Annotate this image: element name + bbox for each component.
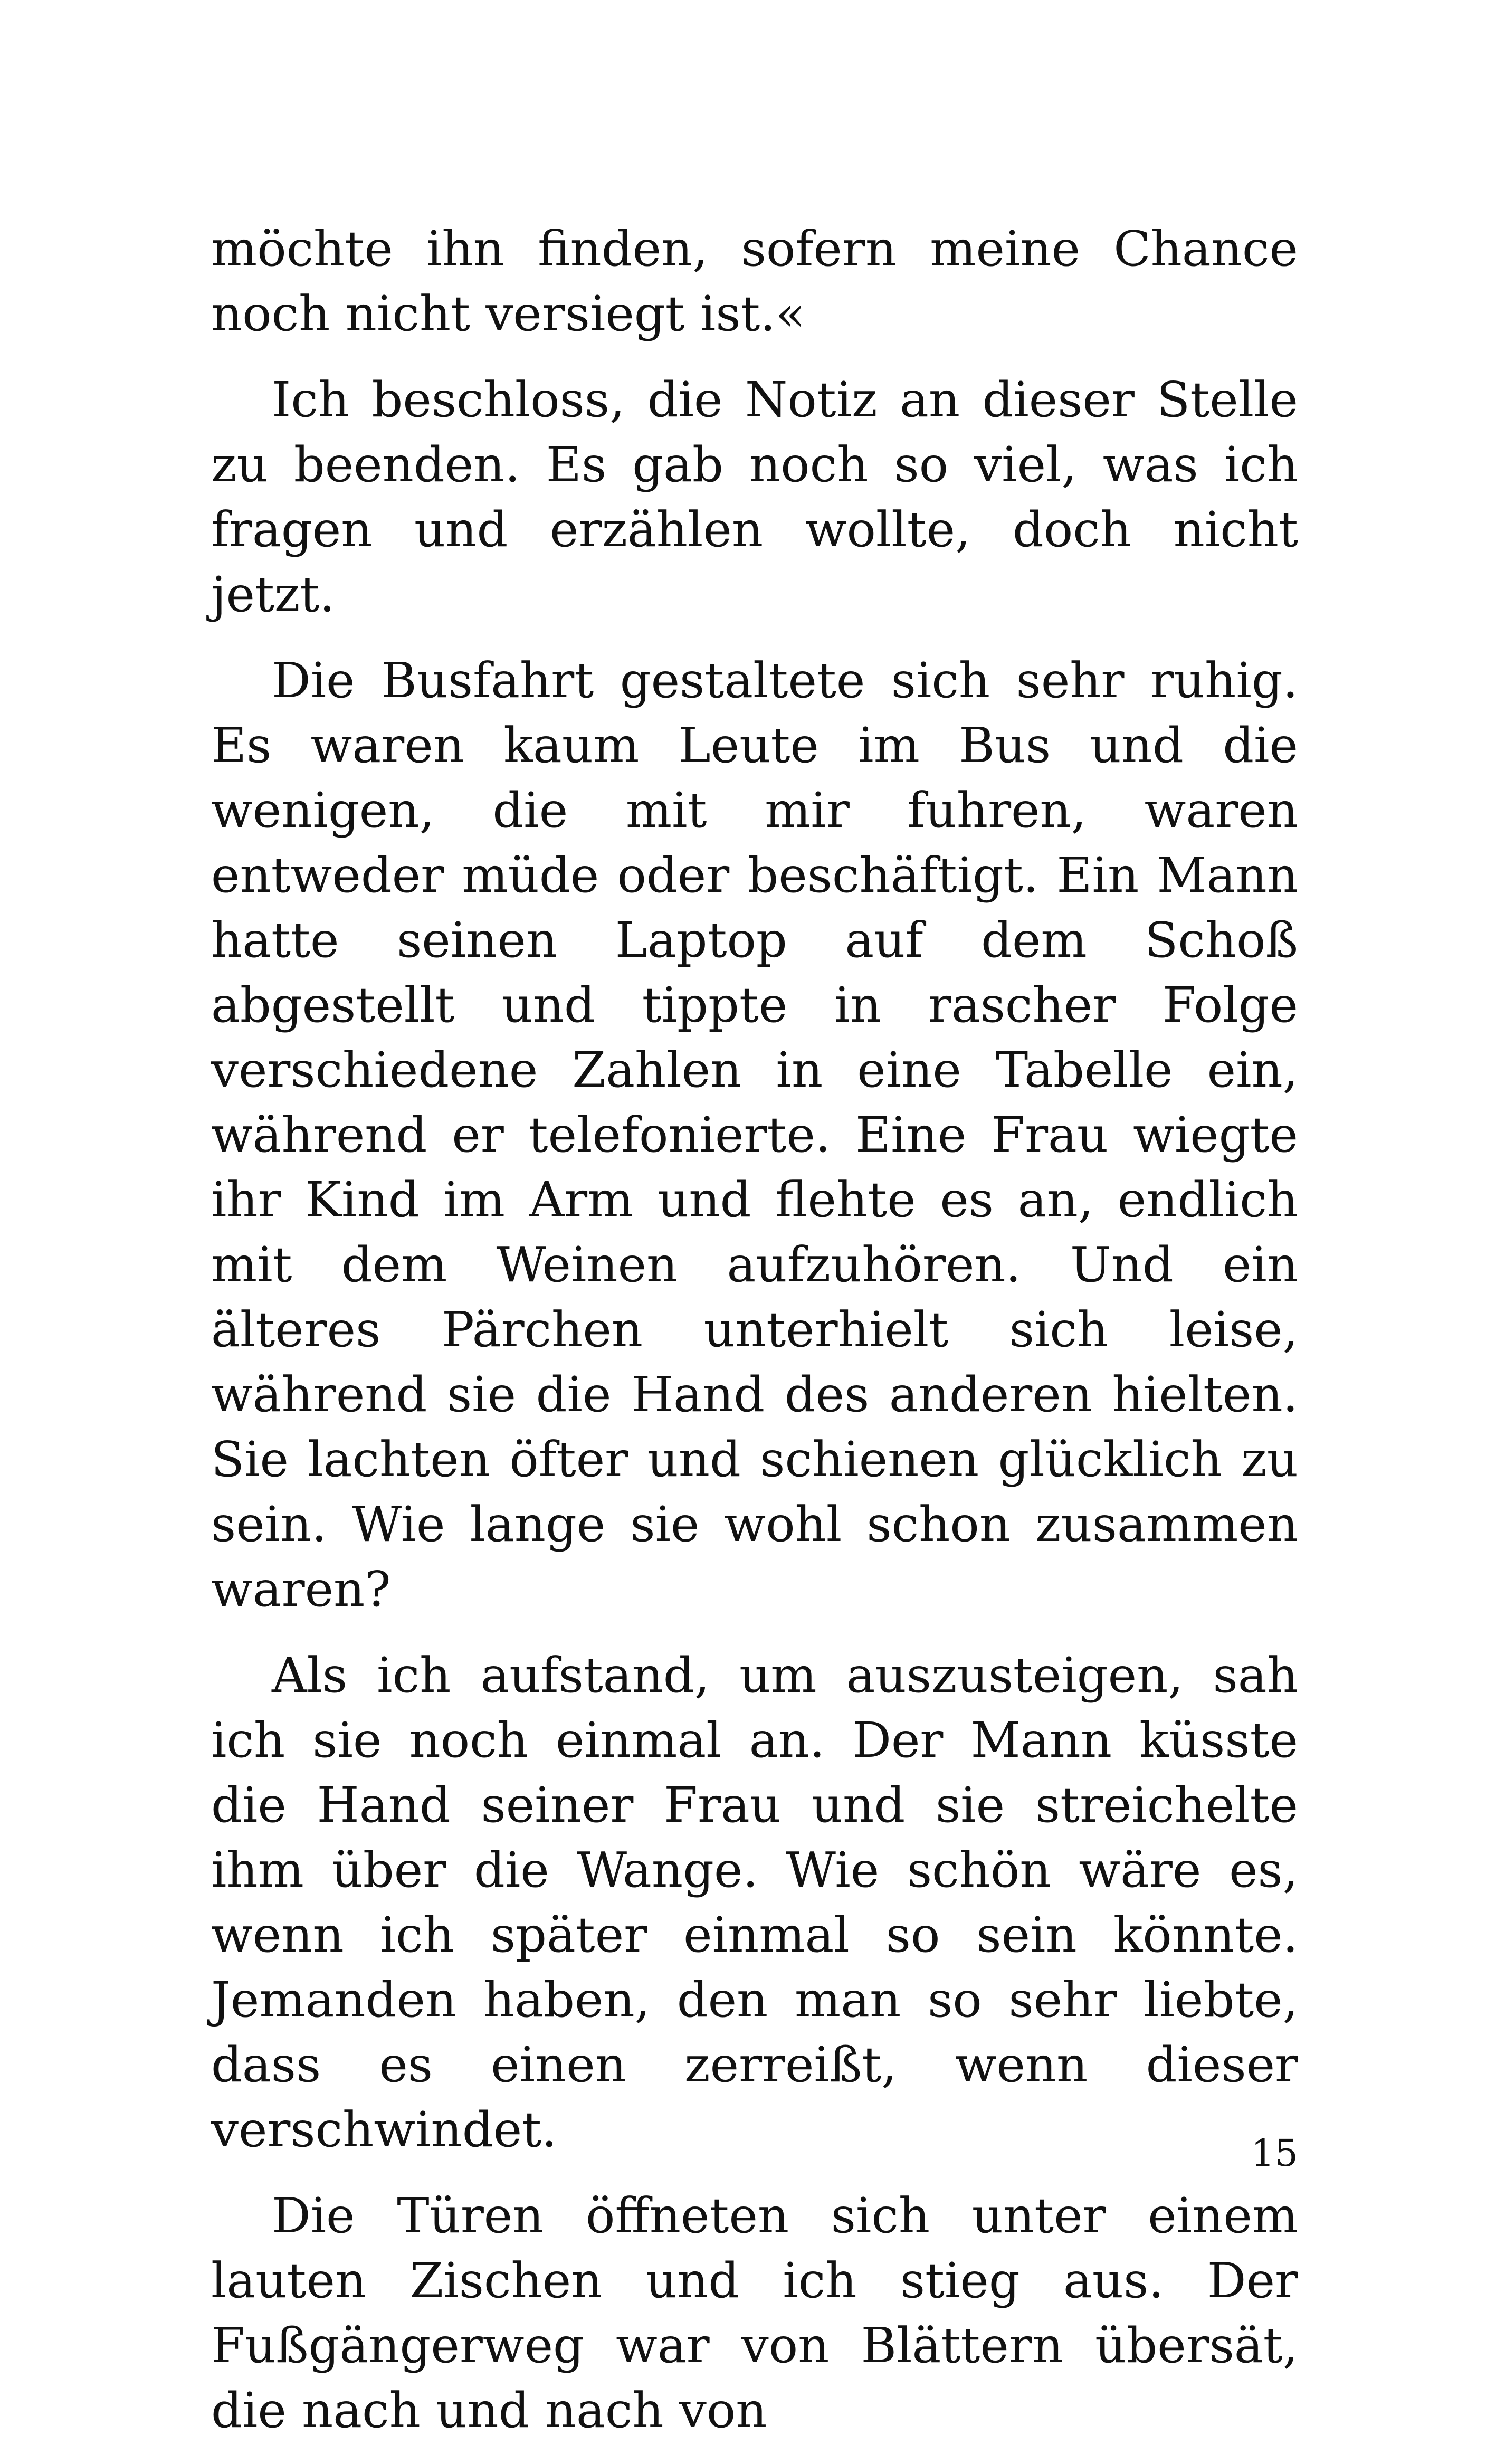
paragraph-continuation: möchte ihn finden, sofern meine Chance noch nicht versiegt ist.«: [211, 221, 1298, 342]
paragraph-aufstand: Als ich aufstand, um auszusteigen, sah ich sie noch einmal an. Der Mann küsste die Hand seiner Frau und sie streichelte ihm über die Wange. Wie schön wäre es, wenn ich später einmal so sein könnte. Jemanden haben, den man so sehr liebte, dass es einen zerreißt, wenn dieser verschwindet.: [211, 1647, 1298, 2158]
paragraph-notiz: Ich beschloss, die Notiz an dieser Stelle zu beenden. Es gab noch so viel, was ich fragen und erzählen wollte, doch nicht jetzt.: [211, 372, 1298, 623]
paragraph-tueren: Die Türen öffneten sich unter einem lauten Zischen und ich stieg aus. Der Fußgängerweg war von Blättern übersät, die nach und nach von: [211, 2187, 1298, 2439]
page-number: 15: [1251, 2132, 1298, 2175]
body-text: [211, 216, 1298, 2464]
paragraph-busfahrt: Die Busfahrt gestaltete sich sehr ruhig. Es waren kaum Leute im Bus und die wenigen, die mit mir fuhren, waren entweder müde oder beschäftigt. Ein Mann hatte seinen Laptop auf dem Schoß abgestellt und tippte in rascher Folge verschiedene Zahlen in eine Tabelle ein, während er telefonierte. Eine Frau wiegte ihr Kind im Arm und flehte es an, endlich mit dem Weinen aufzuhören. Und ein älteres Pärchen unterhielt sich leise, während sie die Hand des anderen hielten. Sie lachten öfter und schienen glücklich zu sein. Wie lange sie wohl schon zusammen waren?: [211, 652, 1298, 1618]
